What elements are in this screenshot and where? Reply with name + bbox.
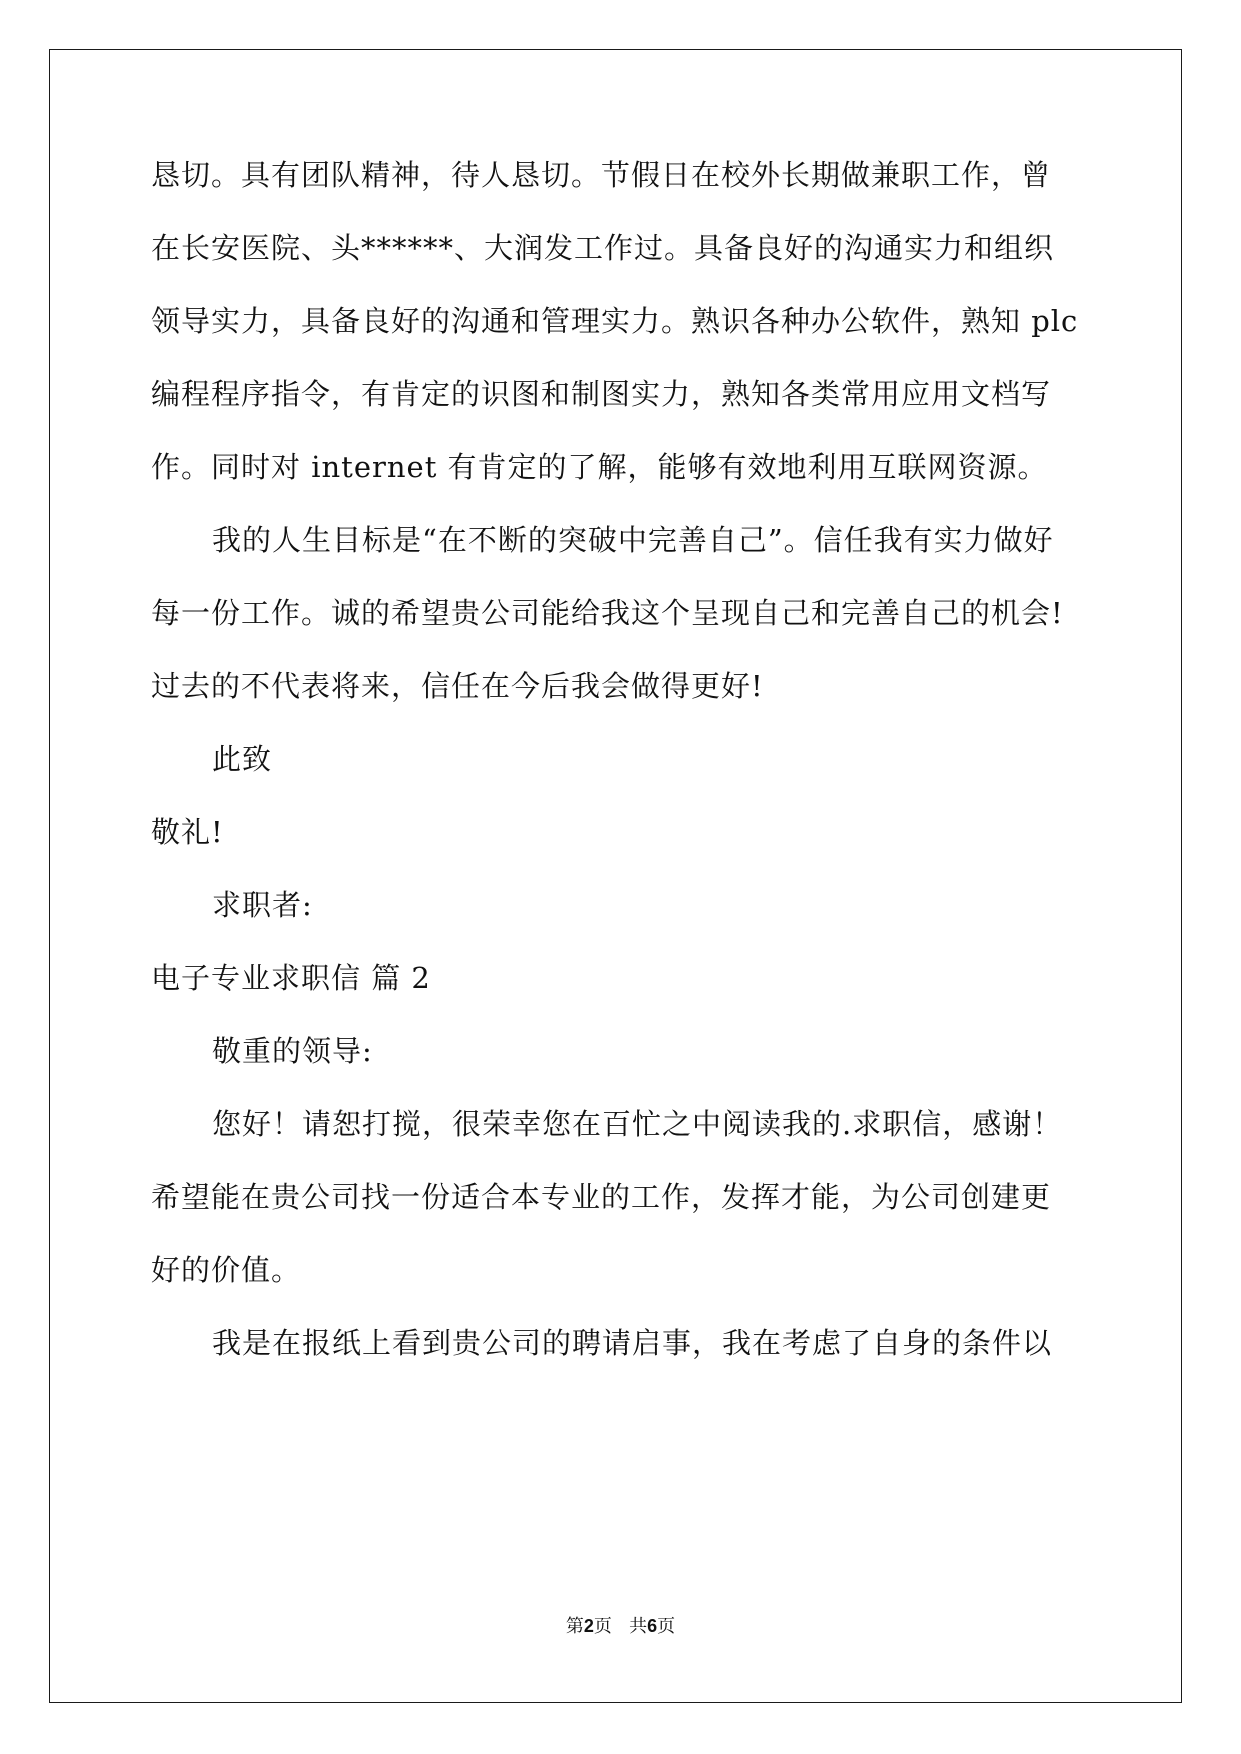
- text-line: 每一份工作。诚的希望贵公司能给我这个呈现自己和完善自己的机会!: [151, 596, 1064, 630]
- text-line: 过去的不代表将来，信任在今后我会做得更好!: [151, 669, 764, 703]
- footer-page-unit: 页: [593, 1616, 612, 1637]
- text-line: 我是在报纸上看到贵公司的聘请启事，我在考虑了自身的条件以: [212, 1326, 1053, 1360]
- closing-salutation: 此致: [212, 742, 273, 776]
- greeting: 敬重的领导:: [212, 1034, 373, 1068]
- text-line: 在长安医院、头******、大润发工作过。具备良好的沟通实力和组织: [151, 231, 1055, 265]
- page-footer: [0, 1612, 1241, 1638]
- footer-prefix: 第: [565, 1616, 584, 1637]
- closing-regards: 敬礼!: [151, 815, 224, 849]
- text-line: 我的人生目标是“在不断的突破中完善自己”。信任我有实力做好: [212, 523, 1054, 557]
- page-number: 2: [583, 1616, 594, 1636]
- signature-label: 求职者:: [212, 888, 313, 922]
- page-border: [49, 49, 1182, 1703]
- text-line: 好的价值。: [151, 1253, 302, 1287]
- footer-total-prefix: 共: [629, 1616, 648, 1637]
- text-line: 希望能在贵公司找一份适合本专业的工作，发挥才能，为公司创建更: [151, 1180, 1052, 1214]
- section-heading: 电子专业求职信 篇 2: [151, 961, 431, 995]
- text-line: 领导实力，具备良好的沟通和管理实力。熟识各种办公软件，熟知 plc: [151, 304, 1079, 338]
- text-line: 编程程序指令，有肯定的识图和制图实力，熟知各类常用应用文档写: [151, 377, 1052, 411]
- text-line: 恳切。具有团队精神，待人恳切。节假日在校外长期做兼职工作，曾: [151, 158, 1052, 192]
- footer-total-unit: 页: [657, 1616, 676, 1637]
- text-line: 作。同时对 internet 有肯定的了解，能够有效地利用互联网资源。: [151, 450, 1048, 484]
- total-pages: 6: [647, 1616, 658, 1636]
- text-line: 您好！请恕打搅，很荣幸您在百忙之中阅读我的.求职信，感谢！: [212, 1107, 1063, 1141]
